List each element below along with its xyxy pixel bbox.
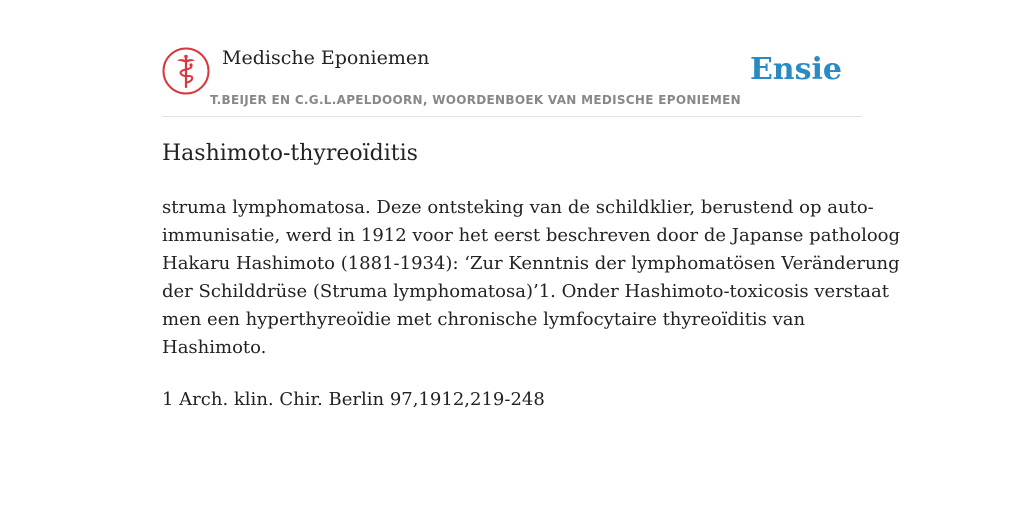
entry-body-line: men een hyperthyreoïdie met chronische lymfocytaire thyreoïditis van	[162, 309, 806, 330]
source-title[interactable]: Medische Eponiemen	[222, 47, 430, 69]
entry-body-line: der Schilddrüse (Struma lymphomatosa)’1. Onder Hashimoto-toxicosis verstaat	[162, 281, 889, 302]
caduceus-icon[interactable]	[162, 47, 210, 95]
entry-body-line: Hakaru Hashimoto (1881-1934): ‘Zur Kenntnis der lymphomatösen Veränderung	[162, 253, 900, 274]
source-header	[162, 44, 862, 117]
footnote: 1 Arch. klin. Chir. Berlin 97,1912,219-248	[162, 389, 545, 410]
entry-body	[162, 194, 901, 362]
entry-body-line: immunisatie, werd in 1912 voor het eerst beschreven door de Japanse patholoog	[162, 225, 901, 246]
entry-body-line: struma lymphomatosa. Deze ontsteking van de schildklier, berustend op auto-	[162, 197, 874, 218]
entry-body-line: Hashimoto.	[162, 337, 267, 358]
source-subtitle: T.BEIJER EN C.G.L.APELDOORN, WOORDENBOEK VAN MEDISCHE EPONIEMEN	[210, 93, 742, 107]
ensie-brand-link[interactable]: Ensie	[749, 52, 842, 87]
entry-headword: Hashimoto-thyreoïditis	[162, 141, 418, 166]
